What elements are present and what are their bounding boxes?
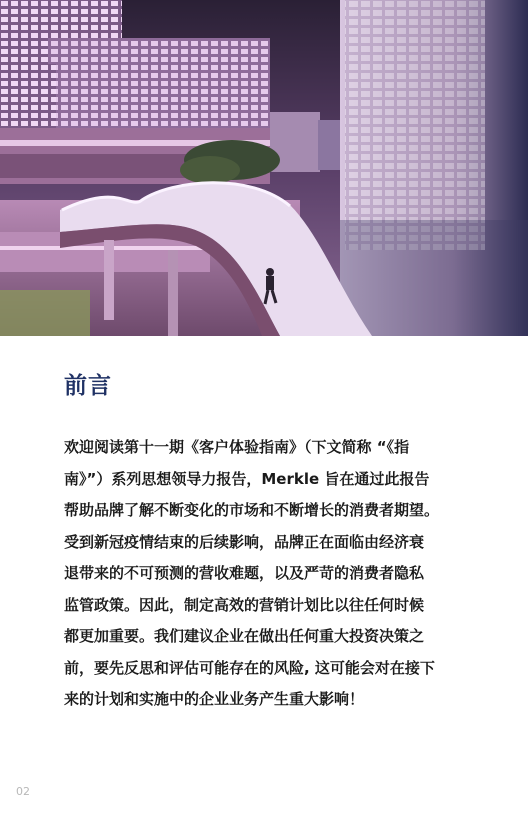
paragraph-line: 来的计划和实施中的企业业务产生重大影响！ — [64, 690, 365, 708]
paragraph-line: 监管政策。因此，制定高效的营销计划比以往任何时候 — [64, 595, 425, 614]
page-title: 前言 — [64, 373, 112, 399]
paragraph-line: 受到新冠疫情结束的后续影响，品牌正在面临由经济衰 — [64, 532, 425, 551]
city-skywalk-image — [0, 0, 528, 336]
paragraph-line: 欢迎阅读第十一期《客户体验指南》（下文简称 “《指 — [64, 438, 410, 456]
hero-photo — [0, 0, 528, 336]
paragraph-line: 前，要先反思和评估可能存在的风险, 这可能会对在接下 — [64, 658, 435, 677]
page-number: 02 — [16, 785, 30, 798]
paragraph-line: 都更加重要。我们建议企业在做出任何重大投资决策之 — [64, 627, 425, 645]
paragraph-line: 南》”）系列思想领导力报告，Merkle 旨在通过此报告 — [64, 469, 430, 488]
paragraph-line: 帮助品牌了解不断变化的市场和不断增长的消费者期望。 — [64, 501, 440, 519]
paragraph-line: 退带来的不可预测的营收难题，以及严苛的消费者隐私 — [64, 564, 425, 582]
preface-paragraph — [64, 432, 464, 716]
